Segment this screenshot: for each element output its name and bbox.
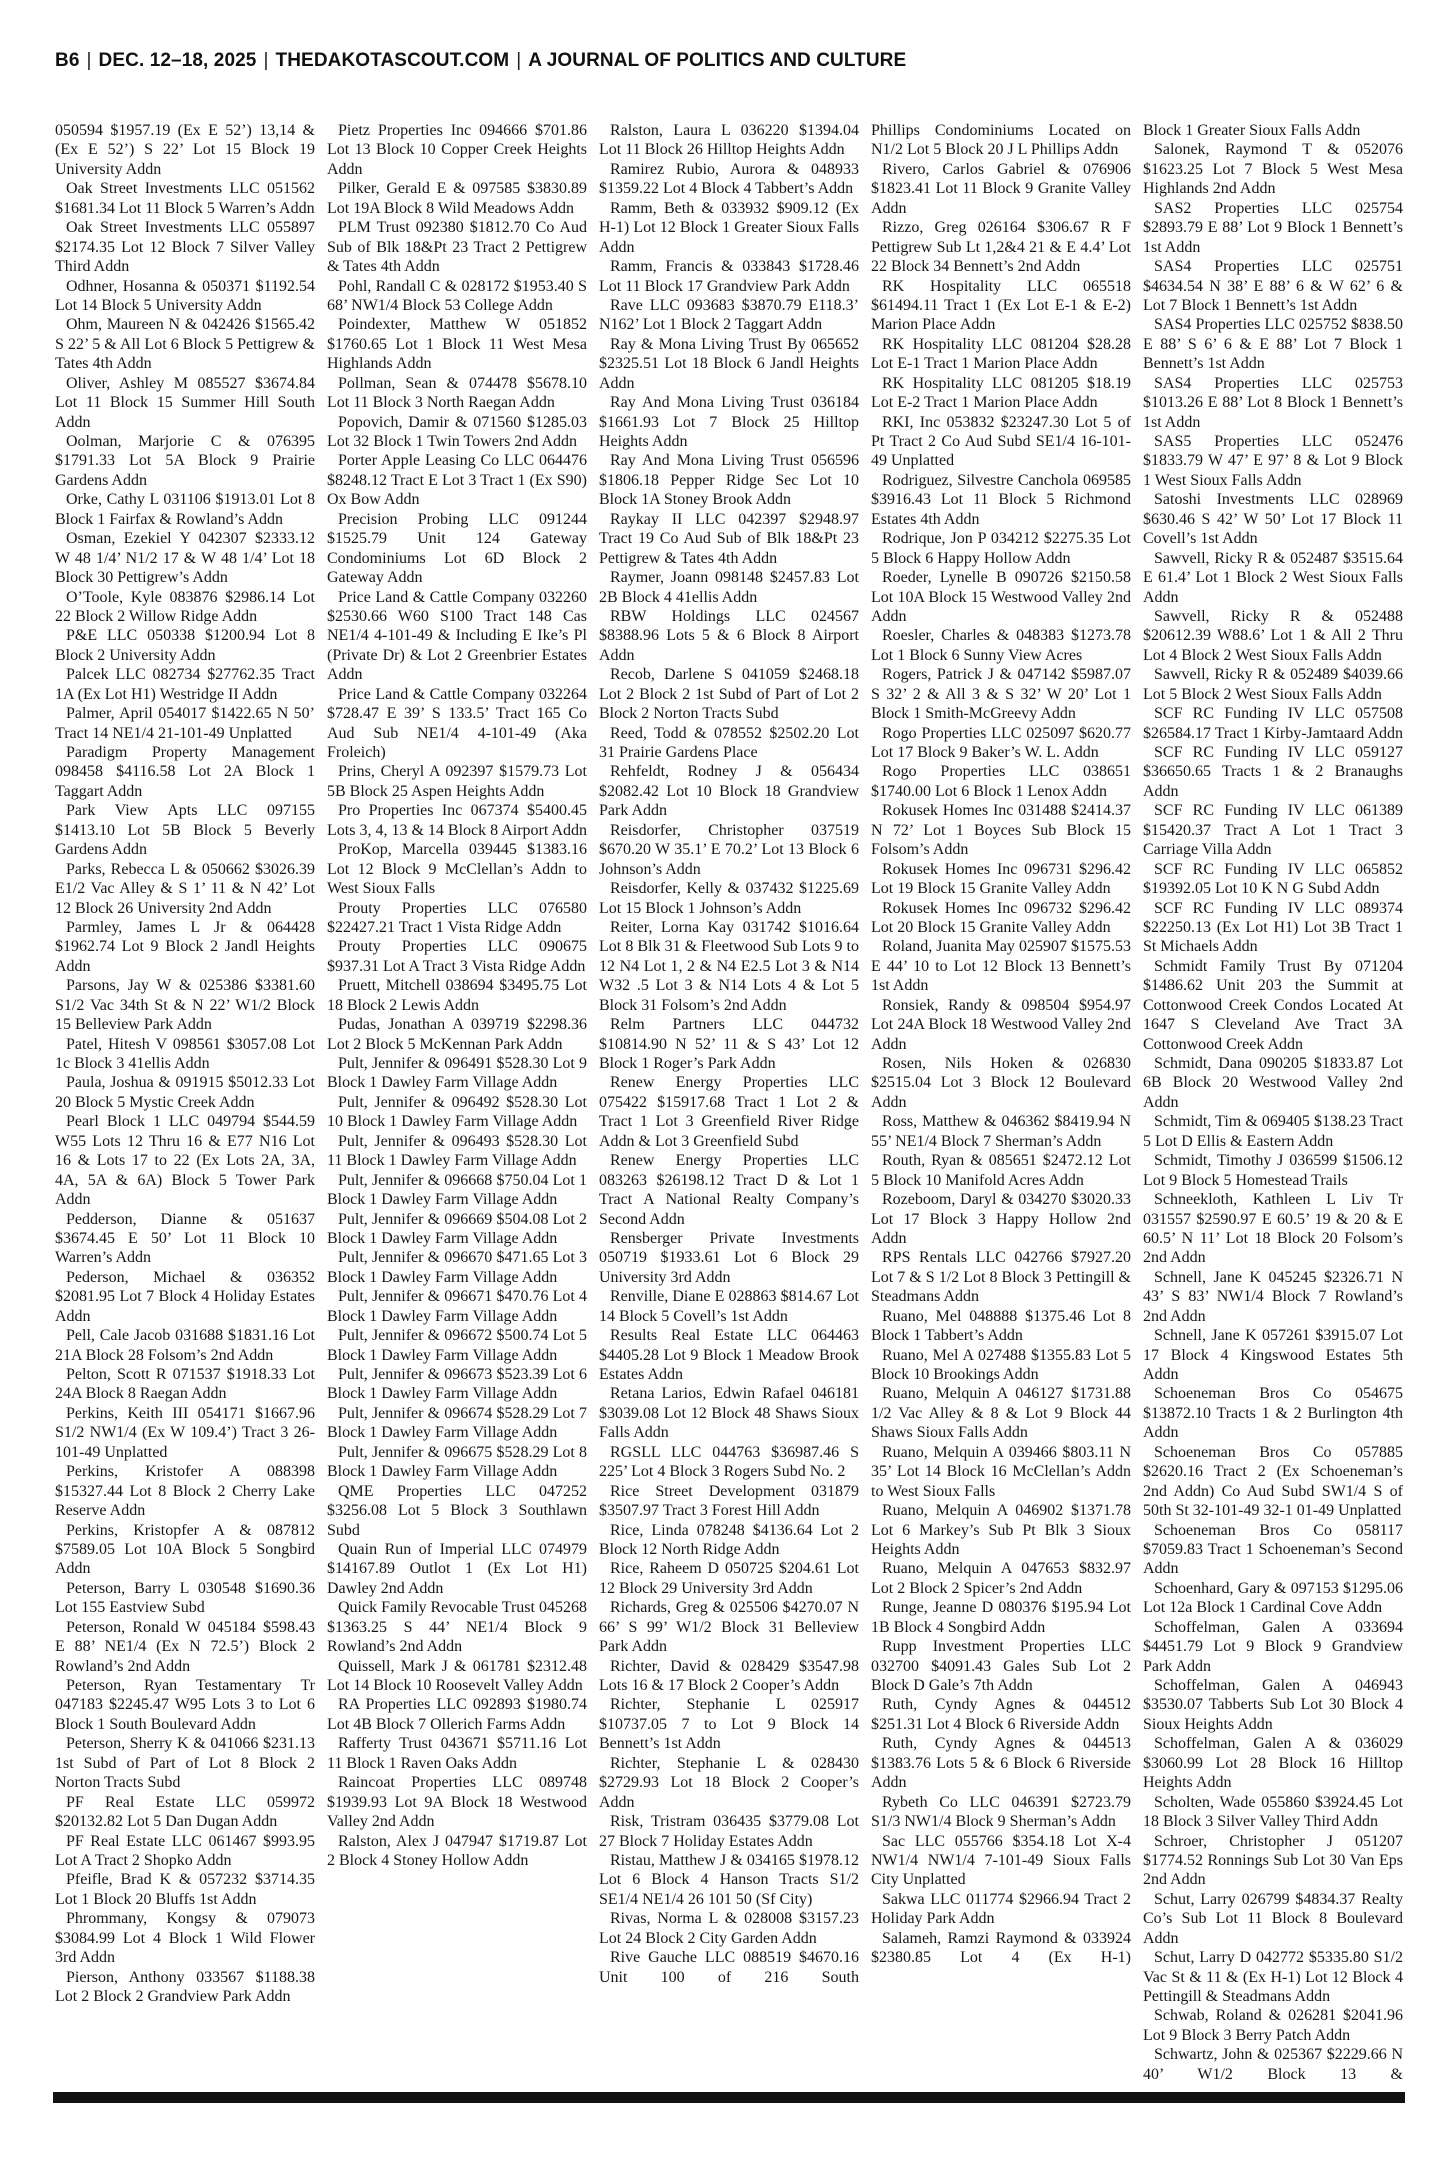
listing-entry: Pro Properties Inc 067374 $5400.45 Lots 3, 4, 13 & 14 Block 8 Airport Addn [327,802,587,839]
listing-entry: Ruano, Melquin A 047653 $832.97 Lot 2 Block 2 Spicer’s 2nd Addn [871,1560,1131,1597]
listing-entry: Schwartz, John & 025367 $2229.66 N 40’ W1/2 Block 13 & [1143,2046,1403,2083]
listing-entry: Reiter, Lorna Kay 031742 $1016.64 Lot 8 Blk 31 & Fleetwood Sub Lots 9 to 12 N4 Lot 1, 2 & N4 E2.5 Lot 3 & N14 W32 .5 Lot 3 & N14 Lots 4 & Lot 5 Block 31 Folsom’s 2nd Addn [599,918,859,1014]
listing-entry: Quick Family Revocable Trust 045268 $1363.25 S 44’ NE1/4 Block 9 Rowland’s 2nd Addn [327,1599,587,1656]
listing-entry: Poindexter, Matthew W 051852 $1760.65 Lot 1 Block 11 West Mesa Highlands Addn [327,316,587,373]
listing-entry: Oolman, Marjorie C & 076395 $1791.33 Lot 5A Block 9 Prairie Gardens Addn [55,433,315,489]
listing-entry: Rogo Properties LLC 038651 $1740.00 Lot 6 Block 1 Lenox Addn [871,763,1131,800]
listing-entry: Pearl Block 1 LLC 049794 $544.59 W55 Lots 12 Thru 16 & E77 N16 Lot 16 & Lots 17 to 22 (Ex Lots 2A, 3A, 4A, 5A & 6A) Block 5 Tower Park Addn [55,1113,315,1209]
listing-entry: RK Hospitality LLC 081204 $28.28 Lot E-1 Tract 1 Marion Place Addn [871,335,1131,373]
listing-entry: Richter, Stephanie L 025917 $10737.05 7 to Lot 9 Block 14 Bennett’s 1st Addn [599,1696,859,1753]
listing-entry: Ruano, Melquin A 046127 $1731.88 1/2 Vac Alley & 8 & Lot 9 Block 44 Shaws Sioux Falls Addn [871,1385,1131,1442]
listing-entry: Pelton, Scott R 071537 $1918.33 Lot 24A Block 8 Raegan Addn [55,1366,315,1403]
listing-entry: RGSLL LLC 044763 $36987.46 S 225’ Lot 4 Block 3 Rogers Subd No. 2 [599,1443,859,1481]
listing-entry: Pult, Jennifer & 096671 $470.76 Lot 4 Block 1 Dawley Farm Village Addn [327,1288,587,1325]
listing-entry: Perkins, Keith III 054171 $1667.96 S1/2 NW1/4 (Ex W 109.4’) Tract 3 26-101-49 Unplatted [55,1404,315,1461]
listing-entry: Reisdorfer, Christopher 037519 $670.20 W 35.1’ E 70.2’ Lot 13 Block 6 Johnson’s Addn [599,821,859,878]
listing-column [327,121,587,2087]
listing-entry: Pruett, Mitchell 038694 $3495.75 Lot 18 Block 2 Lewis Addn [327,977,587,1014]
listing-entry: Schoenhard, Gary & 097153 $1295.06 Lot 12a Block 1 Cardinal Cove Addn [1143,1579,1403,1617]
listing-entry: Pierson, Anthony 033567 $1188.38 Lot 2 Block 2 Grandview Park Addn [55,1968,315,2005]
listing-entry: Pedderson, Dianne & 051637 $3674.45 E 50’ Lot 11 Block 10 Warren’s Addn [55,1210,315,1267]
listing-entry: Rogers, Patrick J & 047142 $5987.07 S 32’ 2 & All 3 & S 32’ W 20’ Lot 1 Block 1 Smith-McGreevy Addn [871,666,1131,723]
listing-entry: Schoeneman Bros Co 054675 $13872.10 Tracts 1 & 2 Burlington 4th Addn [1143,1385,1403,1442]
listing-entry: Richards, Greg & 025506 $4270.07 N 66’ S 99’ W1/2 Block 31 Belleview Park Addn [599,1599,859,1656]
listing-entry: Perkins, Kristofer A 088398 $15327.44 Lot 8 Block 2 Cherry Lake Reserve Addn [55,1463,315,1520]
listing-entry: Schwab, Roland & 026281 $2041.96 Lot 9 Block 3 Berry Patch Addn [1143,2007,1403,2044]
issue-dates: DEC. 12–18, 2025 [98,50,257,71]
listing-entry: SCF RC Funding IV LLC 065852 $19392.05 Lot 10 K N G Subd Addn [1143,860,1403,898]
listing-column [1143,121,1403,2087]
listing-entry: Schmidt Family Trust By 071204 $1486.62 Unit 203 the Summit at Cottonwood Creek Condos Located At 1647 S Cleveland Ave Tract 3A Cottonwood Creek Addn [1143,957,1403,1053]
listing-entry: Schmidt, Timothy J 036599 $1506.12 Lot 9 Block 5 Homestead Trails [1143,1152,1403,1189]
listing-entry: Schroer, Christopher J 051207 $1774.52 Ronnings Sub Lot 30 Van Eps 2nd Addn [1143,1832,1403,1889]
listing-entry: Ruano, Mel 048888 $1375.46 Lot 8 Block 1 Tabbert’s Addn [871,1307,1131,1345]
listing-entry: Orke, Cathy L 031106 $1913.01 Lot 8 Block 1 Fairfax & Rowland’s Addn [55,491,315,528]
listing-entry: Sakwa LLC 011774 $2966.94 Tract 2 Holiday Park Addn [871,1890,1131,1928]
listing-entry: Quissell, Mark J & 061781 $2312.48 Lot 14 Block 10 Roosevelt Valley Addn [327,1657,587,1694]
listing-entry: Sawvell, Ricky R & 052487 $3515.64 E 61.4’ Lot 1 Block 2 West Sioux Falls Addn [1143,549,1403,606]
listing-entry: Schnell, Jane K 057261 $3915.07 Lot 17 Block 4 Kingswood Estates 5th Addn [1143,1327,1403,1383]
listing-entry: Pult, Jennifer & 096669 $504.08 Lot 2 Block 1 Dawley Farm Village Addn [327,1210,587,1247]
listing-entry: Pfeifle, Brad K & 057232 $3714.35 Lot 1 Block 20 Bluffs 1st Addn [55,1871,315,1908]
listing-entry: RPS Rentals LLC 042766 $7927.20 Lot 7 & S 1/2 Lot 8 Block 3 Pettingill & Steadmans Addn [871,1249,1131,1306]
listing-entry: Rokusek Homes Inc 096731 $296.42 Lot 19 Block 15 Granite Valley Addn [871,860,1131,898]
listing-entry: Ray & Mona Living Trust By 065652 $2325.51 Lot 18 Block 6 Jandl Heights Addn [599,335,859,392]
listing-entry: Scholten, Wade 055860 $3924.45 Lot 18 Block 3 Silver Valley Third Addn [1143,1793,1403,1831]
listing-entry: Schoffelman, Galen A & 036029 $3060.99 Lot 28 Block 16 Hilltop Heights Addn [1143,1735,1403,1792]
listing-entry: Schmidt, Dana 090205 $1833.87 Lot 6B Block 20 Westwood Valley 2nd Addn [1143,1055,1403,1111]
listing-entry: O’Toole, Kyle 083876 $2986.14 Lot 22 Block 2 Willow Ridge Addn [55,588,315,625]
listing-entry: Sawvell, Ricky R & 052489 $4039.66 Lot 5 Block 2 West Sioux Falls Addn [1143,666,1403,703]
listing-entry: Salameh, Ramzi Raymond & 033924 $2380.85 Lot 4 (Ex H-1) [871,1929,1131,1967]
listing-entry: Ralston, Alex J 047947 $1719.87 Lot 2 Block 4 Stoney Hollow Addn [327,1832,587,1869]
listing-entry: Parmley, James L Jr & 064428 $1962.74 Lot 9 Block 2 Jandl Heights Addn [55,918,315,975]
listing-entry: Ruano, Mel A 027488 $1355.83 Lot 5 Block 10 Brookings Addn [871,1346,1131,1383]
listing-entry: RK Hospitality LLC 065518 $61494.11 Tract 1 (Ex Lot E-1 & E-2) Marion Place Addn [871,277,1131,334]
listing-entry: Pult, Jennifer & 096668 $750.04 Lot 1 Block 1 Dawley Farm Village Addn [327,1171,587,1209]
listing-entry: Parks, Rebecca L & 050662 $3026.39 E1/2 Vac Alley & S 1’ 11 & N 42’ Lot 12 Block 26 University 2nd Addn [55,860,315,917]
listing-entry: Porter Apple Leasing Co LLC 064476 $8248.12 Tract E Lot 3 Tract 1 (Ex S90) Ox Bow Addn [327,452,587,509]
listing-entry: Peterson, Sherry K & 041066 $231.13 1st Subd of Part of Lot 8 Block 2 Norton Tracts Subd [55,1735,315,1792]
listing-entry: SAS4 Properties LLC 025753 $1013.26 E 88’ Lot 8 Block 1 Bennett’s 1st Addn [1143,374,1403,431]
listing-entry: Park View Apts LLC 097155 $1413.10 Lot 5B Block 5 Beverly Gardens Addn [55,802,315,859]
listing-entry: Prins, Cheryl A 092397 $1579.73 Lot 5B Block 25 Aspen Heights Addn [327,763,587,800]
listing-entry: Reisdorfer, Kelly & 037432 $1225.69 Lot 15 Block 1 Johnson’s Addn [599,880,859,917]
listing-entry: Ramirez Rubio, Aurora & 048933 $1359.22 Lot 4 Block 4 Tabbert’s Addn [599,160,859,198]
listing-entry: Oliver, Ashley M 085527 $3674.84 Lot 11 Block 15 Summer Hill South Addn [55,374,315,431]
masthead-separator: | [263,50,269,71]
listing-entry: Odhner, Hosanna & 050371 $1192.54 Lot 14 Block 5 University Addn [55,277,315,314]
listing-entry: SAS4 Properties LLC 025751 $4634.54 N 38’ E 88’ 6 & W 62’ 6 & Lot 7 Block 1 Bennett’s 1st Addn [1143,258,1403,314]
tagline: A JOURNAL OF POLITICS AND CULTURE [528,50,907,71]
listing-entry: Salonek, Raymond T & 052076 $1623.25 Lot 7 Block 5 West Mesa Highlands 2nd Addn [1143,141,1403,198]
listing-entry: Oak Street Investments LLC 055897 $2174.35 Lot 12 Block 7 Silver Valley Third Addn [55,219,315,276]
listing-entry: Phrommany, Kongsy & 079073 $3084.99 Lot 4 Block 1 Wild Flower 3rd Addn [55,1910,315,1967]
listing-entry: Recob, Darlene S 041059 $2468.18 Lot 2 Block 2 1st Subd of Part of Lot 2 Block 2 Norton Tracts Subd [599,666,859,723]
listing-entry: Pohl, Randall C & 028172 $1953.40 S 68’ NW1/4 Block 53 College Addn [327,277,587,314]
listing-entry: Rokusek Homes Inc 031488 $2414.37 N 72’ Lot 1 Boyces Sub Block 15 Folsom’s Addn [871,802,1131,859]
listing-entry: Schut, Larry D 042772 $5335.80 S1/2 Vac St & 11 & (Ex H-1) Lot 12 Block 4 Pettingill & Steadmans Addn [1143,1949,1403,2005]
listing-entry: Risk, Tristram 036435 $3779.08 Lot 27 Block 7 Holiday Estates Addn [599,1813,859,1850]
listing-entry: Richter, Stephanie L & 028430 $2729.93 Lot 18 Block 2 Cooper’s Addn [599,1754,859,1811]
listing-entry: Palcek LLC 082734 $27762.35 Tract 1A (Ex Lot H1) Westridge II Addn [55,666,315,703]
listing-entry: Rice, Linda 078248 $4136.64 Lot 2 Block 12 North Ridge Addn [599,1521,859,1558]
listing-entry: Richter, David & 028429 $3547.98 Lots 16 & 17 Block 2 Cooper’s Addn [599,1657,859,1694]
listing-entry: Prouty Properties LLC 076580 $22427.21 Tract 1 Vista Ridge Addn [327,899,587,936]
listing-entry: SAS4 Properties LLC 025752 $838.50 E 88’ S 6’ 6 & E 88’ Lot 7 Block 1 Bennett’s 1st Addn [1143,316,1403,373]
listing-entry: Ruth, Cyndy Agnes & 044512 $251.31 Lot 4 Block 6 Riverside Addn [871,1696,1131,1733]
listing-entry: Ruano, Melquin A 046902 $1371.78 Lot 6 Markey’s Sub Pt Blk 3 Sioux Heights Addn [871,1502,1131,1558]
listing-entry: Pollman, Sean & 074478 $5678.10 Lot 11 Block 3 North Raegan Addn [327,374,587,412]
listing-entry: RA Properties LLC 092893 $1980.74 Lot 4B Block 7 Ollerich Farms Addn [327,1696,587,1733]
listing-entry: Rensberger Private Investments 050719 $1933.61 Lot 6 Block 29 University 3rd Addn [599,1229,859,1286]
listing-entry: Rokusek Homes Inc 096732 $296.42 Lot 20 Block 15 Granite Valley Addn [871,899,1131,936]
listing-entry: Rozeboom, Daryl & 034270 $3020.33 Lot 17 Block 3 Happy Hollow 2nd Addn [871,1191,1131,1247]
listing-entry: SCF RC Funding IV LLC 089374 $22250.13 (Ex Lot H1) Lot 3B Tract 1 St Michaels Addn [1143,899,1403,956]
listing-entry: Pult, Jennifer & 096673 $523.39 Lot 6 Block 1 Dawley Farm Village Addn [327,1366,587,1403]
listing-entry: SCF RC Funding IV LLC 061389 $15420.37 Tract A Lot 1 Tract 3 Carriage Villa Addn [1143,802,1403,859]
listing-entry: Perkins, Kristopfer A & 087812 $7589.05 Lot 10A Block 5 Songbird Addn [55,1521,315,1578]
listing-entry: RKI, Inc 053832 $23247.30 Lot 5 of Pt Tract 2 Co Aud Subd SE1/4 16-101-49 Unplatted [871,413,1131,470]
listing-entry: Rodriguez, Silvestre Canchola 069585 $3916.43 Lot 11 Block 5 Richmond Estates 4th Addn [871,471,1131,528]
listing-entry: Rivero, Carlos Gabriel & 076906 $1823.41 Lot 11 Block 9 Granite Valley Addn [871,160,1131,217]
listing-entry: Pilker, Gerald E & 097585 $3830.89 Lot 19A Block 8 Wild Meadows Addn [327,180,587,217]
listing-entry: Rosen, Nils Hoken & 026830 $2515.04 Lot 3 Block 12 Boulevard Addn [871,1055,1131,1111]
listing-entry: Runge, Jeanne D 080376 $195.94 Lot 1B Block 4 Songbird Addn [871,1599,1131,1636]
listing-entry: Pietz Properties Inc 094666 $701.86 Lot 13 Block 10 Copper Creek Heights Addn [327,122,587,178]
masthead [55,50,906,72]
listing-entry: Raykay II LLC 042397 $2948.97 Tract 19 Co Aud Sub of Blk 18&Pt 23 Pettigrew & Tates 4th Addn [599,510,859,567]
listing-entry: Sac LLC 055766 $354.18 Lot X-4 NW1/4 NW1/4 7-101-49 Sioux Falls City Unplatted [871,1832,1131,1889]
listing-entry: Pederson, Michael & 036352 $2081.95 Lot 7 Block 4 Holiday Estates Addn [55,1268,315,1325]
listing-entry: RK Hospitality LLC 081205 $18.19 Lot E-2 Tract 1 Marion Place Addn [871,374,1131,412]
listing-entry: SCF RC Funding IV LLC 057508 $26584.17 Tract 1 Kirby-Jamtaard Addn [1143,705,1403,742]
listing-column [599,121,859,2087]
listing-entry: Renew Energy Properties LLC 075422 $15917.68 Tract 1 Lot 2 & Tract 1 Lot 3 Greenfield River Ridge Addn & Lot 3 Greenfield Subd [599,1074,859,1150]
listing-entry: Raymer, Joann 098148 $2457.83 Lot 2B Block 4 41ellis Addn [599,569,859,606]
listing-entry: Peterson, Ronald W 045184 $598.43 E 88’ NE1/4 (Ex N 72.5’) Block 2 Rowland’s 2nd Addn [55,1618,315,1675]
listing-entry: PLM Trust 092380 $1812.70 Co Aud Sub of Blk 18&Pt 23 Tract 2 Pettigrew & Tates 4th Addn [327,219,587,276]
listing-entry: Block 1 Greater Sioux Falls Addn [1143,122,1361,139]
listing-entry: Schoffelman, Galen A 033694 $4451.79 Lot 9 Block 9 Grandview Park Addn [1143,1618,1403,1675]
listing-entry: Schneekloth, Kathleen L Liv Tr 031557 $2590.97 E 60.5’ 19 & 20 & E 60.5’ N 11’ Lot 18 Block 20 Folsom’s 2nd Addn [1143,1191,1403,1267]
listing-entry: Rizzo, Greg 026164 $306.67 R F Pettigrew Sub Lt 1,2&4 21 & E 4.4’ Lot 22 Block 34 Bennett’s 2nd Addn [871,219,1131,276]
listing-entry: Precision Probing LLC 091244 $1525.79 Unit 124 Gateway Condominiums Lot 6D Block 2 Gateway Addn [327,510,587,587]
listing-entry: Ross, Matthew & 046362 $8419.94 N 55’ NE1/4 Block 7 Sherman’s Addn [871,1113,1131,1150]
listing-entry: Schmidt, Tim & 069405 $138.23 Tract 5 Lot D Ellis & Eastern Addn [1143,1113,1403,1150]
listing-entry: Pult, Jennifer & 096674 $528.29 Lot 7 Block 1 Dawley Farm Village Addn [327,1404,587,1442]
listing-entry: Ray And Mona Living Trust 036184 $1661.93 Lot 7 Block 25 Hilltop Heights Addn [599,394,859,450]
listing-entry: Rice, Raheem D 050725 $204.61 Lot 12 Block 29 University 3rd Addn [599,1560,859,1597]
listing-entry: Satoshi Investments LLC 028969 $630.46 S 42’ W 50’ Lot 17 Block 11 Covell’s 1st Addn [1143,491,1403,548]
listing-entry: Rice Street Development 031879 $3507.97 Tract 3 Forest Hill Addn [599,1482,859,1520]
listing-entry: Pell, Cale Jacob 031688 $1831.16 Lot 21A Block 28 Folsom’s 2nd Addn [55,1327,315,1364]
listing-entry: Roesler, Charles & 048383 $1273.78 Lot 1 Block 6 Sunny View Acres [871,627,1131,664]
listing-entry: Ralston, Laura L 036220 $1394.04 Lot 11 Block 26 Hilltop Heights Addn [599,122,859,159]
listing-entry: Ristau, Matthew J & 034165 $1978.12 Lot 6 Block 4 Hanson Tracts S1/2 SE1/4 NE1/4 26 101 50 (Sf City) [599,1851,859,1908]
listing-entry: Pult, Jennifer & 096670 $471.65 Lot 3 Block 1 Dawley Farm Village Addn [327,1249,587,1286]
listing-entry: Phillips Condominiums Located on N1/2 Lot 5 Block 20 J L Phillips Addn [871,122,1131,159]
listing-entry: Renew Energy Properties LLC 083263 $26198.12 Tract D & Lot 1 Tract A National Realty Company’s Second Addn [599,1152,859,1228]
listing-entry: Rehfeldt, Rodney J & 056434 $2082.42 Lot 10 Block 18 Grandview Park Addn [599,763,859,820]
listing-entry: Pult, Jennifer & 096493 $528.30 Lot 11 Block 1 Dawley Farm Village Addn [327,1132,587,1170]
listing-entry: Relm Partners LLC 044732 $10814.90 N 52’ 11 & S 43’ Lot 12 Block 1 Roger’s Park Addn [599,1016,859,1072]
listing-entry: Paradigm Property Management 098458 $4116.58 Lot 2A Block 1 Taggart Addn [55,744,315,800]
listing-entry: Ramm, Beth & 033932 $909.12 (Ex H-1) Lot 12 Block 1 Greater Sioux Falls Addn [599,199,859,256]
listing-entry: Rybeth Co LLC 046391 $2723.79 S1/3 NW1/4 Block 9 Sherman’s Addn [871,1793,1131,1831]
listing-entry: Popovich, Damir & 071560 $1285.03 Lot 32 Block 1 Twin Towers 2nd Addn [327,413,587,450]
listing-entry: PF Real Estate LLC 059972 $20132.82 Lot 5 Dan Dugan Addn [55,1793,315,1831]
listing-entry: RBW Holdings LLC 024567 $8388.96 Lots 5 & 6 Block 8 Airport Addn [599,607,859,664]
listing-entry: Price Land & Cattle Company 032260 $2530.66 W60 S100 Tract 148 Cas NE1/4 4-101-49 & Including E Ike’s Pl (Private Dr) & Lot 2 Greenbrier Estates Addn [327,588,587,684]
listing-entry: Rupp Investment Properties LLC 032700 $4091.43 Gales Sub Lot 2 Block D Gale’s 7th Addn [871,1638,1131,1694]
listing-entry: P&E LLC 050338 $1200.94 Lot 8 Block 2 University Addn [55,627,315,664]
listing-entry: Roeder, Lynelle B 090726 $2150.58 Lot 10A Block 15 Westwood Valley 2nd Addn [871,569,1131,625]
footer-rule [53,2092,1405,2103]
listing-entry: Prouty Properties LLC 090675 $937.31 Lot A Tract 3 Vista Ridge Addn [327,938,587,975]
listing-entry: PF Real Estate LLC 061467 $993.95 Lot A Tract 2 Shopko Addn [55,1832,315,1869]
listing-entry: Schoeneman Bros Co 058117 $7059.83 Tract 1 Schoeneman’s Second Addn [1143,1521,1403,1578]
listing-column [55,121,315,2087]
listing-entry: Parsons, Jay W & 025386 $3381.60 S1/2 Vac 34th St & N 22’ W1/2 Block 15 Belleview Park Addn [55,977,315,1034]
listing-entry: Schut, Larry 026799 $4834.37 Realty Co’s Sub Lot 11 Block 8 Boulevard Addn [1143,1890,1403,1947]
listing-entry: Pult, Jennifer & 096672 $500.74 Lot 5 Block 1 Dawley Farm Village Addn [327,1327,587,1364]
listing-entry: Schnell, Jane K 045245 $2326.71 N 43’ S 83’ NW1/4 Block 7 Rowland’s 2nd Addn [1143,1268,1403,1325]
listing-entry: Renville, Diane E 028863 $814.67 Lot 14 Block 5 Covell’s 1st Addn [599,1288,859,1325]
listing-entry: Patel, Hitesh V 098561 $3057.08 Lot 1c Block 3 41ellis Addn [55,1035,315,1072]
listing-entry: Ruth, Cyndy Agnes & 044513 $1383.76 Lots 5 & 6 Block 6 Riverside Addn [871,1735,1131,1792]
listing-entry: Palmer, April 054017 $1422.65 N 50’ Tract 14 NE1/4 21-101-49 Unplatted [55,705,315,742]
listing-entry: Ohm, Maureen N & 042426 $1565.42 S 22’ 5 & All Lot 6 Block 5 Pettigrew & Tates 4th Addn [55,316,315,373]
listing-entry: Rivas, Norma L & 028008 $3157.23 Lot 24 Block 2 City Garden Addn [599,1910,859,1947]
listing-entry: 050594 $1957.19 (Ex E 52’) 13,14 & (Ex E 52’) S 22’ Lot 15 Block 19 University Addn [55,122,315,178]
listing-entry: Peterson, Barry L 030548 $1690.36 Lot 155 Eastview Subd [55,1579,315,1617]
listing-entry: Reed, Todd & 078552 $2502.20 Lot 31 Prairie Gardens Place [599,724,859,761]
listing-entry: SAS2 Properties LLC 025754 $2893.79 E 88’ Lot 9 Block 1 Bennett’s 1st Addn [1143,199,1403,256]
listing-entry: Rive Gauche LLC 088519 $4670.16 Unit 100 of 216 South [599,1949,859,1986]
listing-entry: QME Properties LLC 047252 $3256.08 Lot 5 Block 3 Southlawn Subd [327,1482,587,1539]
listing-entry: Rogo Properties LLC 025097 $620.77 Lot 17 Block 9 Baker’s W. L. Addn [871,724,1131,761]
listing-entry: Rodrique, Jon P 034212 $2275.35 Lot 5 Block 6 Happy Hollow Addn [871,530,1131,567]
listing-entry: SCF RC Funding IV LLC 059127 $36650.65 Tracts 1 & 2 Branaughs Addn [1143,744,1403,800]
legal-notice-columns [55,121,1403,2087]
listing-column [871,121,1131,2087]
listing-entry: Rafferty Trust 043671 $5711.16 Lot 11 Block 1 Raven Oaks Addn [327,1735,587,1772]
listing-entry: Routh, Ryan & 085651 $2472.12 Lot 5 Block 10 Manifold Acres Addn [871,1152,1131,1189]
listing-entry: Ronsiek, Randy & 098504 $954.97 Lot 24A Block 18 Westwood Valley 2nd Addn [871,996,1131,1053]
site-url: THEDAKOTASCOUT.COM [275,50,510,71]
listing-entry: Pudas, Jonathan A 039719 $2298.36 Lot 2 Block 5 McKennan Park Addn [327,1016,587,1053]
listing-entry: Results Real Estate LLC 064463 $4405.28 Lot 9 Block 1 Meadow Brook Estates Addn [599,1327,859,1383]
listing-entry: SAS5 Properties LLC 052476 $1833.79 W 47’ E 97’ 8 & Lot 9 Block 1 West Sioux Falls Addn [1143,433,1403,489]
listing-entry: Peterson, Ryan Testamentary Tr 047183 $2245.47 W95 Lots 3 to Lot 6 Block 1 South Boulevard Addn [55,1677,315,1733]
listing-entry: Oak Street Investments LLC 051562 $1681.34 Lot 11 Block 5 Warren’s Addn [55,180,315,217]
listing-entry: Pult, Jennifer & 096675 $528.29 Lot 8 Block 1 Dawley Farm Village Addn [327,1443,587,1481]
listing-entry: Ramm, Francis & 033843 $1728.46 Lot 11 Block 17 Grandview Park Addn [599,258,859,295]
listing-entry: Price Land & Cattle Company 032264 $728.47 E 39’ S 133.5’ Tract 165 Co Aud Sub NE1/4 4-101-49 (Aka Froleich) [327,685,587,761]
listing-entry: Paula, Joshua & 091915 $5012.33 Lot 20 Block 5 Mystic Creek Addn [55,1074,315,1111]
listing-entry: Sawvell, Ricky R & 052488 $20612.39 W88.6’ Lot 1 & All 2 Thru Lot 4 Block 2 West Sioux Falls Addn [1143,607,1403,664]
masthead-separator: | [516,50,522,71]
listing-entry: Roland, Juanita May 025907 $1575.53 E 44’ 10 to Lot 12 Block 13 Bennett’s 1st Addn [871,938,1131,995]
listing-entry: Raincoat Properties LLC 089748 $1939.93 Lot 9A Block 18 Westwood Valley 2nd Addn [327,1774,587,1831]
listing-entry: Retana Larios, Edwin Rafael 046181 $3039.08 Lot 12 Block 48 Shaws Sioux Falls Addn [599,1385,859,1442]
listing-entry: Osman, Ezekiel Y 042307 $2333.12 W 48 1/4’ N1/2 17 & W 48 1/4’ Lot 18 Block 30 Pettigrew’s Addn [55,530,315,587]
listing-entry: Pult, Jennifer & 096492 $528.30 Lot 10 Block 1 Dawley Farm Village Addn [327,1093,587,1131]
listing-entry: Ray And Mona Living Trust 056596 $1806.18 Pepper Ridge Sec Lot 10 Block 1A Stoney Brook Addn [599,452,859,509]
masthead-separator: | [86,50,92,71]
listing-entry: Ruano, Melquin A 039466 $803.11 N 35’ Lot 14 Block 16 McClellan’s Addn to West Sioux Falls [871,1443,1131,1500]
listing-entry: Rave LLC 093683 $3870.79 E118.3’ N162’ Lot 1 Block 2 Taggart Addn [599,296,859,334]
listing-entry: Pult, Jennifer & 096491 $528.30 Lot 9 Block 1 Dawley Farm Village Addn [327,1055,587,1092]
listing-entry: Quain Run of Imperial LLC 074979 $14167.89 Outlot 1 (Ex Lot H1) Dawley 2nd Addn [327,1540,587,1597]
listing-entry: ProKop, Marcella 039445 $1383.16 Lot 12 Block 9 McClellan’s Addn to West Sioux Falls [327,841,587,898]
listing-entry: Schoffelman, Galen A 046943 $3530.07 Tabberts Sub Lot 30 Block 4 Sioux Heights Addn [1143,1677,1403,1733]
listing-entry: Schoeneman Bros Co 057885 $2620.16 Tract 2 (Ex Schoeneman’s 2nd Addn) Co Aud Subd SW1/4 S of 50th St 32-101-49 32-1 01-49 Unplatted [1143,1443,1403,1520]
page-number: B6 [55,50,80,71]
